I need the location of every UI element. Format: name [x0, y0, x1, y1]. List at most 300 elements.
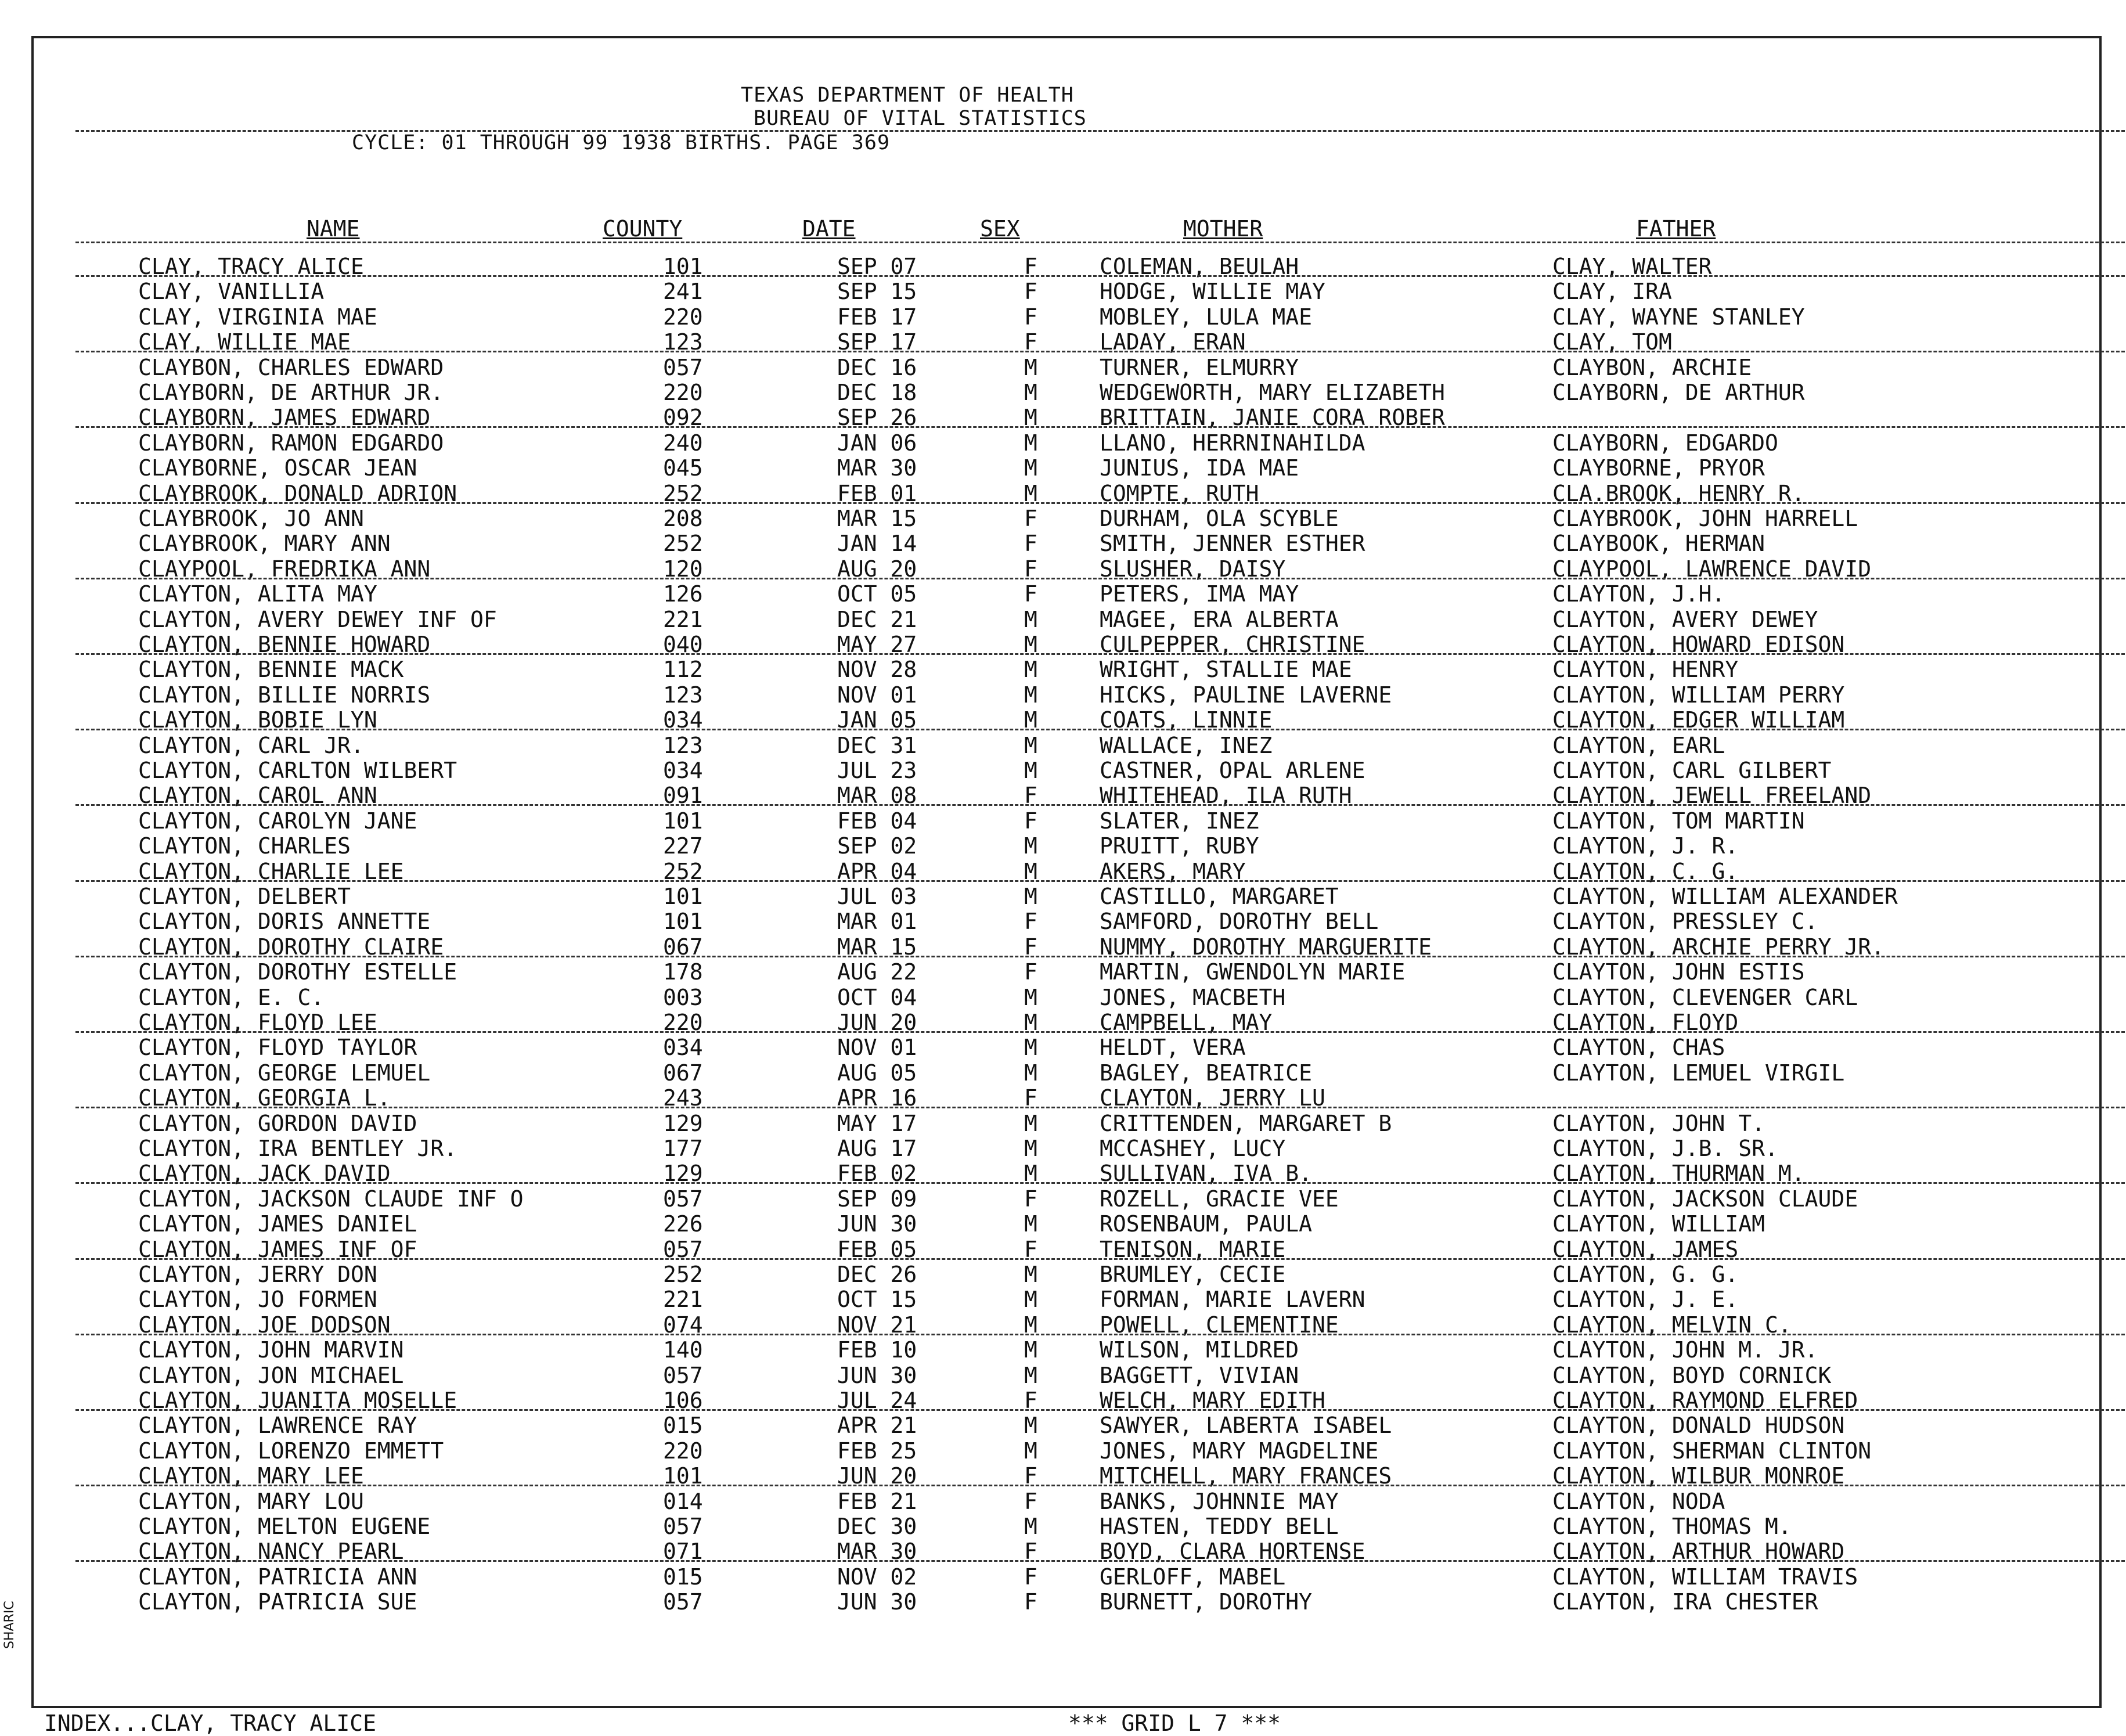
cell-county: 034	[663, 1035, 703, 1061]
cell-date: DEC 26	[837, 1262, 917, 1287]
cell-date: FEB 02	[837, 1161, 917, 1187]
cell-mother: SULLIVAN, IVA B.	[1100, 1161, 1313, 1187]
cell-sex: M	[1024, 430, 1037, 456]
table-row	[34, 355, 2104, 380]
cell-mother: WEDGEWORTH, MARY ELIZABETH	[1100, 380, 1445, 405]
table-row	[34, 1136, 2104, 1161]
row-divider	[75, 729, 2125, 730]
cell-county: 057	[663, 1236, 703, 1262]
cell-date: MAY 17	[837, 1110, 917, 1136]
cell-sex: M	[1024, 1514, 1037, 1539]
cell-name: CLAYBROOK, DONALD ADRION	[138, 480, 457, 506]
cell-sex: F	[1024, 254, 1037, 279]
cell-mother: BANKS, JOHNNIE MAY	[1100, 1488, 1339, 1514]
cell-county: 123	[663, 329, 703, 355]
cell-date: DEC 31	[837, 732, 917, 758]
cell-county: 252	[663, 531, 703, 557]
cell-name: CLAYTON, MARY LEE	[138, 1463, 364, 1489]
cell-mother: WRIGHT, STALLIE MAE	[1100, 657, 1352, 683]
cell-name: CLAYTON, IRA BENTLEY JR.	[138, 1136, 457, 1161]
row-divider	[75, 1334, 2125, 1335]
row-divider	[75, 956, 2125, 957]
cell-date: SEP 26	[837, 405, 917, 431]
cell-date: NOV 02	[837, 1564, 917, 1590]
cell-date: JUN 30	[837, 1211, 917, 1237]
cell-father: CLAYTON, NODA	[1552, 1488, 1725, 1514]
cell-date: OCT 05	[837, 581, 917, 607]
cell-mother: JUNIUS, IDA MAE	[1100, 455, 1299, 481]
column-header-name: NAME	[307, 216, 360, 242]
cell-mother: WHITEHEAD, ILA RUTH	[1100, 783, 1352, 809]
cell-father: CLAYTON, JEWELL FREELAND	[1552, 783, 1872, 809]
cell-sex: M	[1024, 606, 1037, 632]
cell-father: CLAYTON, CLEVENGER CARL	[1552, 984, 1858, 1010]
cell-mother: BRUMLEY, CECIE	[1100, 1262, 1286, 1287]
cell-name: CLAYTON, JAMES DANIEL	[138, 1211, 417, 1237]
cell-father: CLAYTON, J. E.	[1552, 1287, 1739, 1313]
row-divider	[75, 1031, 2125, 1033]
cell-name: CLAYBROOK, JO ANN	[138, 506, 364, 531]
cell-name: CLAYTON, BOBIE LYN	[138, 707, 377, 733]
row-divider	[75, 578, 2125, 579]
cell-date: JAN 05	[837, 707, 917, 733]
cell-mother: BAGLEY, BEATRICE	[1100, 1060, 1313, 1086]
document-frame	[31, 36, 2102, 1736]
cell-county: 067	[663, 934, 703, 960]
cell-county: 015	[663, 1564, 703, 1590]
cell-father: CLAYTON, ARCHIE PERRY JR.	[1552, 934, 1884, 960]
cell-county: 057	[663, 1186, 703, 1212]
cell-date: NOV 01	[837, 682, 917, 708]
cell-mother: HASTEN, TEDDY BELL	[1100, 1514, 1339, 1539]
cell-father: CLAYTON, DONALD HUDSON	[1552, 1413, 1845, 1439]
cell-county: 126	[663, 581, 703, 607]
column-header-father: FATHER	[1636, 216, 1716, 242]
cell-father: CLAYTON, WILLIAM TRAVIS	[1552, 1564, 1858, 1590]
cell-sex: F	[1024, 934, 1037, 960]
cell-sex: M	[1024, 1438, 1037, 1464]
cell-date: JAN 14	[837, 531, 917, 557]
cell-sex: M	[1024, 1060, 1037, 1086]
cell-name: CLAYTON, PATRICIA ANN	[138, 1564, 417, 1590]
cell-sex: M	[1024, 405, 1037, 431]
cell-name: CLAYBORN, RAMON EDGARDO	[138, 430, 444, 456]
cell-name: CLAYTON, JON MICHAEL	[138, 1362, 404, 1388]
cell-date: MAR 30	[837, 455, 917, 481]
cell-sex: F	[1024, 808, 1037, 834]
cell-date: JUL 24	[837, 1388, 917, 1413]
cell-mother: SMITH, JENNER ESTHER	[1100, 531, 1365, 557]
cell-mother: WALLACE, INEZ	[1100, 732, 1273, 758]
cell-mother: WELCH, MARY EDITH	[1100, 1388, 1325, 1413]
cell-mother: SLUSHER, DAISY	[1100, 556, 1286, 582]
cell-date: AUG 17	[837, 1136, 917, 1161]
cell-sex: F	[1024, 1463, 1037, 1489]
cell-sex: F	[1024, 909, 1037, 935]
index-label: INDEX...CLAY, TRACY ALICE	[44, 1710, 376, 1736]
cell-sex: F	[1024, 1186, 1037, 1212]
cell-name: CLAYTON, DELBERT	[138, 884, 351, 909]
cell-father: CLAY, IRA	[1552, 279, 1672, 305]
row-divider	[75, 1258, 2125, 1260]
cell-date: AUG 22	[837, 959, 917, 985]
cell-mother: SAWYER, LABERTA ISABEL	[1100, 1413, 1392, 1439]
cell-father: CLAYTON, WILBUR MONROE	[1552, 1463, 1845, 1489]
cell-date: JUN 30	[837, 1589, 917, 1615]
row-divider	[75, 1409, 2125, 1411]
cell-father: CLAYBOOK, HERMAN	[1552, 531, 1765, 557]
cell-county: 034	[663, 758, 703, 783]
cell-name: CLAYTON, NANCY PEARL	[138, 1539, 404, 1565]
table-row	[34, 531, 2104, 556]
cell-father: CLAYTON, FLOYD	[1552, 1010, 1739, 1035]
cell-date: FEB 05	[837, 1236, 917, 1262]
cell-name: CLAYTON, DORIS ANNETTE	[138, 909, 431, 935]
cell-date: SEP 09	[837, 1186, 917, 1212]
cell-county: 101	[663, 808, 703, 834]
cell-mother: LLANO, HERRNINAHILDA	[1100, 430, 1365, 456]
cell-date: OCT 15	[837, 1287, 917, 1313]
cell-name: CLAYBORNE, OSCAR JEAN	[138, 455, 417, 481]
cell-name: CLAYTON, DOROTHY ESTELLE	[138, 959, 457, 985]
cell-father: CLAYBORN, EDGARDO	[1552, 430, 1778, 456]
cell-county: 015	[663, 1413, 703, 1439]
cell-sex: F	[1024, 304, 1037, 330]
cycle-line: CYCLE: 01 THROUGH 99 1938 BIRTHS. PAGE 369	[352, 131, 891, 154]
cell-name: CLAY, VIRGINIA MAE	[138, 304, 377, 330]
cell-name: CLAY, VANILLIA	[138, 279, 325, 305]
cell-name: CLAYTON, GORDON DAVID	[138, 1110, 417, 1136]
cell-sex: M	[1024, 1337, 1037, 1363]
row-divider	[75, 1182, 2125, 1184]
cell-mother: CULPEPPER, CHRISTINE	[1100, 632, 1365, 657]
cell-sex: M	[1024, 480, 1037, 506]
cell-sex: M	[1024, 1312, 1037, 1338]
cell-date: NOV 01	[837, 1035, 917, 1061]
row-divider	[75, 275, 2125, 277]
table-row	[34, 733, 2104, 758]
cell-date: MAR 15	[837, 506, 917, 531]
cell-name: CLAYTON, JOHN MARVIN	[138, 1337, 404, 1363]
cell-county: 067	[663, 1060, 703, 1086]
cell-county: 123	[663, 732, 703, 758]
cell-mother: POWELL, CLEMENTINE	[1100, 1312, 1339, 1338]
cell-sex: M	[1024, 657, 1037, 683]
cell-name: CLAY, TRACY ALICE	[138, 254, 364, 279]
cell-mother: GERLOFF, MABEL	[1100, 1564, 1286, 1590]
cell-sex: F	[1024, 531, 1037, 557]
cell-date: FEB 10	[837, 1337, 917, 1363]
cell-name: CLAYTON, GEORGIA L.	[138, 1085, 391, 1111]
cell-sex: F	[1024, 1488, 1037, 1514]
cell-father: CLAYTON, J. R.	[1552, 833, 1739, 859]
cell-county: 120	[663, 556, 703, 582]
cell-name: CLAYBROOK, MARY ANN	[138, 531, 391, 557]
cell-name: CLAYTON, CARLTON WILBERT	[138, 758, 457, 783]
cell-name: CLAYTON, CHARLIE LEE	[138, 858, 404, 884]
cell-mother: BOYD, CLARA HORTENSE	[1100, 1539, 1365, 1565]
cell-sex: M	[1024, 1362, 1037, 1388]
cell-father: CLAYTON, EDGER WILLIAM	[1552, 707, 1845, 733]
cell-name: CLAYTON, JAMES INF OF	[138, 1236, 417, 1262]
cell-county: 243	[663, 1085, 703, 1111]
cell-name: CLAYTON, BENNIE HOWARD	[138, 632, 431, 657]
cell-name: CLAYTON, PATRICIA SUE	[138, 1589, 417, 1615]
cell-sex: M	[1024, 858, 1037, 884]
cell-name: CLAYTON, FLOYD TAYLOR	[138, 1035, 417, 1061]
cell-father: CLAYTON, ARTHUR HOWARD	[1552, 1539, 1845, 1565]
cell-county: 101	[663, 1463, 703, 1489]
cell-sex: M	[1024, 1110, 1037, 1136]
cell-sex: M	[1024, 1161, 1037, 1187]
table-row	[34, 1590, 2104, 1615]
cell-county: 220	[663, 304, 703, 330]
cell-mother: MOBLEY, LULA MAE	[1100, 304, 1313, 330]
cell-sex: F	[1024, 1564, 1037, 1590]
cell-county: 040	[663, 632, 703, 657]
table-row	[34, 1212, 2104, 1237]
cell-mother: ROZELL, GRACIE VEE	[1100, 1186, 1339, 1212]
cell-county: 057	[663, 1514, 703, 1539]
table-row	[34, 1035, 2104, 1060]
cell-mother: CAMPBELL, MAY	[1100, 1010, 1273, 1035]
cell-sex: M	[1024, 1035, 1037, 1061]
row-divider	[75, 351, 2125, 352]
table-row	[34, 431, 2104, 456]
cell-sex: F	[1024, 1388, 1037, 1413]
cell-mother: PRUITT, RUBY	[1100, 833, 1259, 859]
cell-county: 227	[663, 833, 703, 859]
cell-father: CLAYTON, WILLIAM ALEXANDER	[1552, 884, 1898, 909]
grid-label: *** GRID L 7 ***	[1068, 1710, 1281, 1736]
cell-county: 221	[663, 1287, 703, 1313]
row-divider	[75, 1107, 2125, 1108]
cell-father: CLAYTON, THURMAN M.	[1552, 1161, 1805, 1187]
cell-sex: M	[1024, 758, 1037, 783]
cell-mother: BURNETT, DOROTHY	[1100, 1589, 1313, 1615]
cell-sex: F	[1024, 959, 1037, 985]
cell-father: CLAY, TOM	[1552, 329, 1672, 355]
cell-father: CLAYTON, JOHN ESTIS	[1552, 959, 1805, 985]
cell-county: 092	[663, 405, 703, 431]
cell-mother: JONES, MACBETH	[1100, 984, 1286, 1010]
cell-sex: M	[1024, 1262, 1037, 1287]
cell-county: 129	[663, 1110, 703, 1136]
row-divider	[75, 653, 2125, 655]
cell-date: OCT 04	[837, 984, 917, 1010]
cell-county: 106	[663, 1388, 703, 1413]
cell-date: AUG 05	[837, 1060, 917, 1086]
table-row	[34, 1489, 2104, 1514]
cell-county: 177	[663, 1136, 703, 1161]
table-row	[34, 1413, 2104, 1438]
row-divider	[75, 1560, 2125, 1562]
cell-date: JUN 20	[837, 1463, 917, 1489]
cell-sex: M	[1024, 833, 1037, 859]
cell-county: 101	[663, 254, 703, 279]
cell-date: FEB 17	[837, 304, 917, 330]
cell-mother: HICKS, PAULINE LAVERNE	[1100, 682, 1392, 708]
cell-sex: M	[1024, 707, 1037, 733]
cell-county: 101	[663, 909, 703, 935]
cell-date: FEB 21	[837, 1488, 917, 1514]
cell-mother: MITCHELL, MARY FRANCES	[1100, 1463, 1392, 1489]
cell-father: CLAYTON, TOM MARTIN	[1552, 808, 1805, 834]
cell-date: MAR 15	[837, 934, 917, 960]
table-row	[34, 279, 2104, 304]
table-row	[34, 909, 2104, 934]
cell-sex: M	[1024, 1413, 1037, 1439]
table-row	[34, 1287, 2104, 1312]
cell-date: MAR 08	[837, 783, 917, 809]
cell-county: 045	[663, 455, 703, 481]
cell-county: 034	[663, 707, 703, 733]
cell-father: CLAYTON, EARL	[1552, 732, 1725, 758]
cell-name: CLAYTON, JACK DAVID	[138, 1161, 391, 1187]
cell-date: JUN 30	[837, 1362, 917, 1388]
cell-county: 226	[663, 1211, 703, 1237]
table-row	[34, 305, 2104, 330]
cell-sex: F	[1024, 1085, 1037, 1111]
table-row	[34, 683, 2104, 708]
table-row	[34, 1187, 2104, 1212]
cell-county: 057	[663, 1362, 703, 1388]
cell-date: NOV 21	[837, 1312, 917, 1338]
table-row	[34, 758, 2104, 783]
table-row	[34, 1363, 2104, 1388]
cell-name: CLAYTON, E. C.	[138, 984, 325, 1010]
cell-sex: M	[1024, 354, 1037, 380]
table-row	[34, 834, 2104, 859]
cell-date: AUG 20	[837, 556, 917, 582]
table-row	[34, 960, 2104, 985]
cell-date: NOV 28	[837, 657, 917, 683]
row-divider	[75, 426, 2125, 428]
cell-date: FEB 04	[837, 808, 917, 834]
cell-sex: M	[1024, 1136, 1037, 1161]
cell-name: CLAYTON, JERRY DON	[138, 1262, 377, 1287]
row-divider	[75, 1485, 2125, 1486]
table-row	[34, 1262, 2104, 1287]
cell-sex: M	[1024, 1010, 1037, 1035]
cell-sex: F	[1024, 506, 1037, 531]
cell-county: 252	[663, 858, 703, 884]
table-row	[34, 809, 2104, 834]
cell-date: SEP 15	[837, 279, 917, 305]
cell-mother: CLAYTON, JERRY LU	[1100, 1085, 1325, 1111]
cell-mother: NUMMY, DOROTHY MARGUERITE	[1100, 934, 1432, 960]
cell-mother: FORMAN, MARIE LAVERN	[1100, 1287, 1365, 1313]
cell-county: 014	[663, 1488, 703, 1514]
cell-mother: CASTNER, OPAL ARLENE	[1100, 758, 1365, 783]
cell-mother: CASTILLO, MARGARET	[1100, 884, 1339, 909]
cell-mother: WILSON, MILDRED	[1100, 1337, 1299, 1363]
cell-name: CLAYPOOL, FREDRIKA ANN	[138, 556, 431, 582]
cell-sex: F	[1024, 329, 1037, 355]
table-row	[34, 657, 2104, 682]
table-row	[34, 607, 2104, 632]
cell-name: CLAYTON, JOE DODSON	[138, 1312, 391, 1338]
column-header-sex: SEX	[980, 216, 1020, 242]
cell-father: CLAYPOOL, LAWRENCE DAVID	[1552, 556, 1872, 582]
cell-mother: AKERS, MARY	[1100, 858, 1246, 884]
cell-father: CLAYTON, HOWARD EDISON	[1552, 632, 1845, 657]
cell-sex: F	[1024, 1236, 1037, 1262]
cell-mother: CRITTENDEN, MARGARET B	[1100, 1110, 1392, 1136]
header-subtitle: BUREAU OF VITAL STATISTICS	[754, 107, 1087, 130]
cell-name: CLAY, WILLIE MAE	[138, 329, 351, 355]
cell-date: MAR 01	[837, 909, 917, 935]
cell-mother: HODGE, WILLIE MAY	[1100, 279, 1325, 305]
cell-mother: MAGEE, ERA ALBERTA	[1100, 606, 1339, 632]
cell-mother: SLATER, INEZ	[1100, 808, 1259, 834]
header-title: TEXAS DEPARTMENT OF HEALTH	[741, 84, 1074, 107]
cell-county: 074	[663, 1312, 703, 1338]
table-row	[34, 1061, 2104, 1086]
cell-father: CLAY, WAYNE STANLEY	[1552, 304, 1805, 330]
cell-father: CLAYTON, RAYMOND ELFRED	[1552, 1388, 1858, 1413]
table-row	[34, 985, 2104, 1010]
cell-father: CLAYTON, MELVIN C.	[1552, 1312, 1792, 1338]
cell-sex: F	[1024, 783, 1037, 809]
cell-name: CLAYTON, BILLIE NORRIS	[138, 682, 431, 708]
cell-name: CLAYTON, GEORGE LEMUEL	[138, 1060, 431, 1086]
column-header-county: COUNTY	[603, 216, 683, 242]
cell-county: 252	[663, 1262, 703, 1287]
cell-date: DEC 30	[837, 1514, 917, 1539]
cell-mother: BAGGETT, VIVIAN	[1100, 1362, 1299, 1388]
cell-mother: HELDT, VERA	[1100, 1035, 1246, 1061]
cell-mother: COATS, LINNIE	[1100, 707, 1273, 733]
cell-date: DEC 16	[837, 354, 917, 380]
cell-mother: DURHAM, OLA SCYBLE	[1100, 506, 1339, 531]
cell-date: SEP 02	[837, 833, 917, 859]
row-divider	[75, 804, 2125, 806]
cell-county: 220	[663, 1438, 703, 1464]
table-row	[34, 456, 2104, 481]
row-divider	[75, 502, 2125, 504]
cell-county: 003	[663, 984, 703, 1010]
cell-name: CLAYTON, LORENZO EMMETT	[138, 1438, 444, 1464]
cell-mother: TENISON, MARIE	[1100, 1236, 1286, 1262]
table-row	[34, 1338, 2104, 1363]
cell-mother: SAMFORD, DOROTHY BELL	[1100, 909, 1379, 935]
cell-sex: M	[1024, 632, 1037, 657]
cell-father: CLAYTON, WILLIAM	[1552, 1211, 1765, 1237]
cell-mother: LADAY, ERAN	[1100, 329, 1246, 355]
cell-mother: COLEMAN, BEULAH	[1100, 254, 1299, 279]
cell-father: CLAYBORNE, PRYOR	[1552, 455, 1765, 481]
table-row	[34, 1514, 2104, 1539]
table-row	[34, 582, 2104, 607]
table-row	[34, 1111, 2104, 1136]
cell-father: CLAY, WALTER	[1552, 254, 1712, 279]
cell-father: CLAYTON, SHERMAN CLINTON	[1552, 1438, 1872, 1464]
cell-father: CLAYTON, C. G.	[1552, 858, 1739, 884]
table-row	[34, 884, 2104, 909]
cell-date: MAR 30	[837, 1539, 917, 1565]
cell-county: 220	[663, 1010, 703, 1035]
side-label: SHARIC	[2, 1601, 17, 1649]
cell-father: CLAYTON, CHAS	[1552, 1035, 1725, 1061]
table-row	[34, 506, 2104, 531]
cell-mother: TURNER, ELMURRY	[1100, 354, 1299, 380]
cell-county: 112	[663, 657, 703, 683]
cell-name: CLAYBORN, DE ARTHUR JR.	[138, 380, 444, 405]
cell-father: CLAYTON, J.B. SR.	[1552, 1136, 1778, 1161]
column-header-date: DATE	[802, 216, 856, 242]
cell-father: CLAYTON, JAMES	[1552, 1236, 1739, 1262]
